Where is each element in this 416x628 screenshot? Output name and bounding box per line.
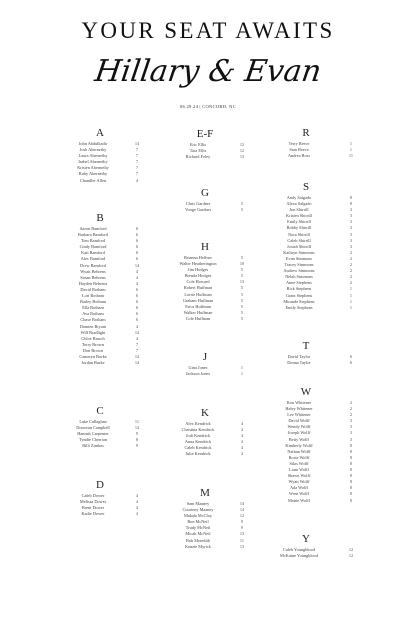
- table-number: 6: [135, 299, 139, 305]
- table-number: 6: [135, 232, 139, 238]
- table-number: 4: [240, 445, 244, 451]
- table-number: 7: [135, 171, 139, 177]
- section-letter: K: [201, 407, 209, 419]
- guest-name: Christina Kendrick: [181, 427, 215, 433]
- table-number: 2: [349, 274, 353, 280]
- table-number: 4: [240, 427, 244, 433]
- table-number: 5: [240, 315, 244, 321]
- section-letter: J: [202, 351, 208, 363]
- guest-name: Shawn Wolff: [287, 473, 311, 479]
- section-letter: G: [201, 187, 209, 199]
- guest-name: Chris Gardner: [185, 201, 211, 206]
- table-number: 5: [240, 201, 244, 206]
- table-number: 1: [349, 141, 353, 146]
- section-letter: S: [302, 181, 310, 193]
- table-number: 14: [134, 425, 140, 431]
- table-number: 5: [240, 291, 244, 297]
- date-location: 06.29.24 | CONCORD, NC: [179, 104, 236, 109]
- page-title: YOUR SEAT AWAITS: [81, 18, 335, 43]
- guest-row: [58, 443, 142, 449]
- guest-name: Terry Brown: [81, 341, 104, 347]
- table-number: 3: [349, 225, 353, 231]
- guest-name: Wren Wolff: [288, 491, 310, 497]
- table-number: 13: [239, 543, 245, 549]
- table-number: 4: [135, 177, 139, 183]
- guest-name: Courtney Maaney: [182, 507, 214, 513]
- guest-name: Wendy Wolff: [287, 424, 311, 430]
- section-letter: B: [96, 212, 104, 224]
- table-number: 3: [349, 219, 353, 225]
- section-letter: W: [300, 386, 312, 398]
- guest-name: Ada Wolff: [290, 485, 308, 491]
- guest-name: Nathan Wolff: [287, 448, 311, 454]
- table-number: 6: [135, 226, 139, 231]
- guest-row: [256, 360, 356, 366]
- table-number: 12: [348, 547, 354, 552]
- guest-name: Josh Abernethy: [79, 147, 107, 153]
- table-number: 4: [135, 323, 139, 329]
- guest-name: Graham Huffman: [182, 297, 214, 303]
- table-number: 5: [240, 207, 244, 213]
- guest-name: Wyatt Wolff: [288, 479, 310, 485]
- section-letter: T: [302, 340, 310, 352]
- guest-row: [163, 154, 247, 160]
- guest-name: Susan Behrens: [80, 274, 106, 280]
- section-letter: C: [96, 405, 104, 417]
- table-number: 3: [349, 207, 353, 213]
- guest-name: David Wolff: [288, 418, 310, 424]
- table-number: 3: [349, 430, 353, 436]
- table-number: 12: [239, 148, 245, 154]
- table-number: 4: [135, 268, 139, 274]
- table-number: 7: [135, 147, 139, 153]
- table-number: 4: [135, 505, 139, 511]
- guest-name: Chase Botham: [80, 317, 106, 323]
- guest-row: [58, 360, 142, 366]
- table-number: 5: [240, 273, 244, 279]
- table-number: 6: [135, 305, 139, 311]
- table-number: 5: [240, 309, 244, 315]
- table-number: 3: [349, 424, 353, 430]
- guest-name: David Taylor: [287, 354, 311, 359]
- table-number: 14: [239, 507, 245, 513]
- table-number: 6: [135, 238, 139, 244]
- guest-name: Ava Botham: [82, 311, 104, 317]
- guest-row: [163, 371, 247, 377]
- guest-name: Tyndie Cherrian: [79, 437, 107, 443]
- table-number: 4: [240, 451, 244, 457]
- guest-name: Alex Kendrick: [185, 421, 211, 426]
- guest-name: Cameryn Burke: [79, 353, 107, 359]
- table-number: 4: [135, 499, 139, 505]
- guest-name: Rosie Wolff: [288, 454, 310, 460]
- guest-name: Aaron Bamford: [79, 226, 107, 231]
- guest-name: Sam Maaney: [186, 501, 210, 506]
- section-letter: E-F: [196, 128, 214, 140]
- table-number: 4: [240, 439, 244, 445]
- guest-name: Robert Huffman: [183, 285, 213, 291]
- table-number: 8: [349, 195, 353, 200]
- guest-name: Kimberly Wolff: [285, 442, 313, 448]
- table-number: 14: [134, 262, 140, 268]
- guest-name: Brianna Heffner: [184, 255, 212, 260]
- guest-name: Kenzie Myrick: [185, 543, 211, 549]
- guest-name: Caleb Shirrill: [287, 237, 311, 243]
- guest-name: Joseph Wolff: [287, 430, 311, 436]
- table-number: 1: [349, 286, 353, 292]
- section-letter: A: [96, 127, 104, 139]
- table-number: 8: [135, 437, 139, 443]
- section-j: [163, 351, 247, 377]
- guest-name: Evan Simmons: [285, 255, 313, 261]
- table-number: 8: [349, 473, 353, 479]
- guest-name: Caleb Dower: [81, 493, 105, 498]
- section-letter: H: [201, 241, 209, 253]
- section-r: [256, 127, 356, 159]
- table-number: 6: [135, 256, 139, 262]
- guest-name: Lee Whitener: [287, 412, 311, 418]
- guest-name: Trudy McNeil: [185, 525, 211, 531]
- guest-name: Julia Kendrick: [185, 451, 211, 457]
- guest-name: Emily Stephens: [285, 304, 313, 310]
- section-b: [58, 212, 142, 366]
- guest-name: Kristen Abernethy: [77, 165, 109, 171]
- table-number: 2: [349, 249, 353, 255]
- table-number: 8: [349, 479, 353, 485]
- section-e-f: [163, 128, 247, 160]
- table-number: 3: [349, 436, 353, 442]
- table-number: 2: [349, 255, 353, 261]
- table-number: 14: [134, 353, 140, 359]
- table-number: 5: [240, 303, 244, 309]
- table-number: 12: [239, 142, 245, 147]
- guest-name: Micah McNeil: [185, 531, 211, 537]
- guest-name: Kati Bamford: [81, 250, 105, 256]
- guest-name: Emily Shirrill: [287, 219, 311, 225]
- table-number: 5: [240, 267, 244, 273]
- guest-row: [256, 153, 356, 159]
- guest-name: Caleb Youngblood: [283, 547, 315, 552]
- couple-names: Hillary & Evan: [92, 54, 324, 89]
- table-number: 10: [239, 261, 245, 267]
- table-number: 11: [348, 153, 354, 159]
- table-number: 13: [239, 154, 245, 160]
- section-letter: M: [200, 487, 210, 499]
- table-number: 11: [134, 419, 140, 424]
- guest-name: Nora Shirrill: [288, 231, 310, 237]
- guest-name: Andrea Ross: [287, 153, 311, 159]
- table-number: 9: [240, 525, 244, 531]
- guest-name: Richard Foley: [185, 154, 211, 160]
- guest-name: Alexa Salgado: [286, 201, 312, 207]
- table-number: 8: [349, 442, 353, 448]
- section-letter: R: [302, 127, 310, 139]
- guest-name: Tracey Simmons: [284, 262, 314, 268]
- table-number: 3: [349, 243, 353, 249]
- table-number: 9: [240, 519, 244, 525]
- guest-name: Chandler Allen: [79, 177, 107, 183]
- table-number: 4: [135, 274, 139, 280]
- table-number: 11: [239, 537, 245, 543]
- guest-name: Jordan Burke: [81, 360, 105, 366]
- guest-name: Bob Meredith: [186, 537, 210, 543]
- table-number: 7: [135, 165, 139, 171]
- guest-row: [163, 316, 247, 322]
- table-number: 6: [349, 354, 353, 359]
- guest-name: Hannah Carpenter: [77, 431, 109, 437]
- guest-name: Kathryn Simmons: [283, 249, 315, 255]
- guest-name: Cindy Bamford: [79, 244, 107, 250]
- guest-name: Liam Wolff: [289, 467, 309, 473]
- table-number: 6: [135, 293, 139, 299]
- guest-name: Drew Bamford: [80, 262, 106, 268]
- guest-name: Luke Callaghan: [79, 419, 107, 424]
- table-number: 7: [135, 153, 139, 159]
- guest-row: [256, 553, 356, 559]
- table-number: 6: [135, 311, 139, 317]
- table-number: 3: [349, 237, 353, 243]
- guest-name: Jim Hodges: [187, 267, 209, 273]
- guest-name: Chloe Brasch: [81, 335, 105, 341]
- guest-name: Donna Taylor: [287, 360, 311, 366]
- guest-row: [58, 178, 142, 184]
- guest-name: Alec Bamford: [80, 256, 106, 262]
- table-number: 8: [349, 467, 353, 473]
- guest-name: Jodi Kendrick: [185, 433, 211, 439]
- table-number: 2: [349, 412, 353, 418]
- table-number: 8: [349, 454, 353, 460]
- table-number: 9: [135, 443, 139, 449]
- guest-name: Josiah Shirrill: [287, 243, 311, 249]
- guest-name: Ron Whitener: [286, 400, 312, 405]
- guest-name: Stan Reece: [289, 147, 309, 153]
- table-number: 13: [239, 279, 245, 285]
- guest-name: Jackson Jones: [185, 371, 211, 377]
- guest-row: [163, 207, 247, 213]
- table-number: 2: [349, 268, 353, 274]
- guest-name: Tara Ellis: [189, 148, 207, 154]
- table-number: 2: [349, 262, 353, 268]
- guest-name: Rick Stephens: [286, 286, 312, 292]
- table-number: 6: [135, 250, 139, 256]
- table-number: 6: [349, 360, 353, 366]
- table-number: 14: [134, 329, 140, 335]
- table-number: 1: [349, 304, 353, 310]
- table-number: 6: [135, 286, 139, 292]
- guest-name: Kristen Shirrill: [286, 213, 312, 219]
- guest-name: Miranda Stephens: [283, 298, 315, 304]
- guest-name: Jon Shirrill: [289, 207, 309, 213]
- section-h: [163, 241, 247, 322]
- section-k: [163, 407, 247, 458]
- guest-row: [163, 544, 247, 550]
- guest-name: Grant Stephens: [285, 292, 313, 298]
- guest-name: Gina Jones: [188, 365, 208, 370]
- guest-row: [256, 498, 356, 504]
- guest-name: Ron McNeil: [187, 519, 209, 525]
- table-number: 1: [240, 365, 244, 370]
- table-number: 5: [240, 285, 244, 291]
- guest-name: Isabel Abernethy: [78, 159, 108, 165]
- guest-name: Laura Abernethy: [78, 153, 108, 159]
- table-number: 7: [135, 341, 139, 347]
- guest-name: McKaine Youngblood: [280, 553, 318, 559]
- section-letter: Y: [302, 533, 310, 545]
- guest-name: Andrew Simmons: [283, 268, 315, 274]
- guest-name: Anna Kendrick: [184, 439, 212, 445]
- section-c: [58, 405, 142, 449]
- guest-name: Mattie Wolff: [287, 497, 311, 503]
- table-number: 1: [349, 298, 353, 304]
- table-number: 5: [240, 297, 244, 303]
- guest-name: Kadie Dower: [81, 511, 105, 517]
- section-y: [256, 533, 356, 559]
- guest-name: Walter Heatherington: [179, 261, 217, 267]
- guest-name: Bailey Botham: [80, 299, 106, 305]
- table-number: 9: [135, 431, 139, 437]
- guest-name: Eric Ellis: [189, 142, 207, 147]
- table-number: 4: [135, 493, 139, 498]
- guest-name: Vonge Gardner: [184, 207, 212, 213]
- guest-name: Makala McCloy: [183, 513, 213, 519]
- table-number: 2: [349, 400, 353, 405]
- section-letter: D: [96, 479, 104, 491]
- guest-name: Barbara Bamford: [78, 232, 108, 238]
- guest-name: Ruby Abernethy: [78, 171, 108, 177]
- table-number: 7: [135, 159, 139, 165]
- table-number: 12: [239, 513, 245, 519]
- guest-name: Cole Howard: [186, 279, 210, 285]
- table-number: 4: [135, 511, 139, 517]
- guest-name: Silas Wolff: [289, 460, 309, 466]
- guest-name: Ella Botham: [82, 305, 104, 311]
- table-number: 2: [349, 406, 353, 412]
- table-number: 1: [349, 147, 353, 153]
- table-number: 6: [135, 244, 139, 250]
- table-number: 3: [349, 213, 353, 219]
- guest-name: Donovan Campbell: [76, 425, 110, 431]
- guest-name: Cole Huffman: [185, 315, 211, 321]
- guest-row: [256, 305, 356, 311]
- guest-name: Walker Huffman: [183, 309, 213, 315]
- guest-name: Don Brown: [82, 347, 104, 353]
- guest-name: Anne Stephens: [286, 280, 312, 286]
- guest-name: John Abdulkadir: [78, 141, 108, 146]
- table-number: 6: [135, 317, 139, 323]
- guest-name: Damien Bryant: [79, 323, 107, 329]
- table-number: 4: [240, 433, 244, 439]
- table-number: 7: [135, 347, 139, 353]
- section-a: [58, 127, 142, 184]
- section-m: [163, 487, 247, 550]
- table-number: 13: [239, 531, 245, 537]
- guest-name: Betty Wolff: [288, 436, 310, 442]
- guest-name: Nelah Simmons: [285, 274, 313, 280]
- table-number: 8: [349, 497, 353, 503]
- section-g: [163, 187, 247, 213]
- guest-name: Lori Botham: [81, 293, 105, 299]
- guest-row: [163, 451, 247, 457]
- table-number: 14: [239, 501, 245, 506]
- table-number: 3: [349, 231, 353, 237]
- table-number: 3: [349, 418, 353, 424]
- table-number: 1: [240, 371, 244, 377]
- table-number: 8: [349, 448, 353, 454]
- table-number: 8: [349, 485, 353, 491]
- guest-name: Bobby Shirrill: [286, 225, 312, 231]
- section-d: [58, 479, 142, 517]
- table-number: 4: [135, 335, 139, 341]
- guest-name: Haley Whitener: [285, 406, 313, 412]
- guest-name: Brent Dower: [81, 505, 105, 511]
- guest-name: Billi Zimbas: [82, 443, 104, 449]
- guest-name: Brenda Hodges: [184, 273, 212, 279]
- table-number: 4: [135, 280, 139, 286]
- guest-name: Melissa Dower: [79, 499, 107, 505]
- guest-name: Erica Huffman: [185, 303, 211, 309]
- section-t: [256, 340, 356, 366]
- guest-row: [58, 511, 142, 517]
- table-number: 2: [349, 280, 353, 286]
- guest-name: Andy Salgado: [286, 195, 312, 200]
- table-number: 14: [134, 360, 140, 366]
- guest-name: Terry Reece: [288, 141, 310, 146]
- guest-name: Caleb Kendrick: [184, 445, 212, 451]
- table-number: 8: [349, 491, 353, 497]
- guest-name: Lorrie Huffman: [184, 291, 212, 297]
- section-s: [256, 181, 356, 311]
- table-number: 8: [349, 201, 353, 207]
- table-number: 5: [240, 255, 244, 260]
- guest-name: Hayden Behrens: [78, 280, 108, 286]
- section-w: [256, 386, 356, 504]
- table-number: 8: [349, 460, 353, 466]
- table-number: 12: [348, 553, 354, 559]
- table-number: 14: [134, 141, 140, 146]
- guest-name: Tom Bamford: [80, 238, 106, 244]
- guest-name: David Botham: [80, 286, 106, 292]
- table-number: 1: [349, 292, 353, 298]
- guest-name: Will Bradlight: [80, 329, 106, 335]
- table-number: 4: [240, 421, 244, 426]
- guest-name: Wyatt Behrens: [80, 268, 106, 274]
